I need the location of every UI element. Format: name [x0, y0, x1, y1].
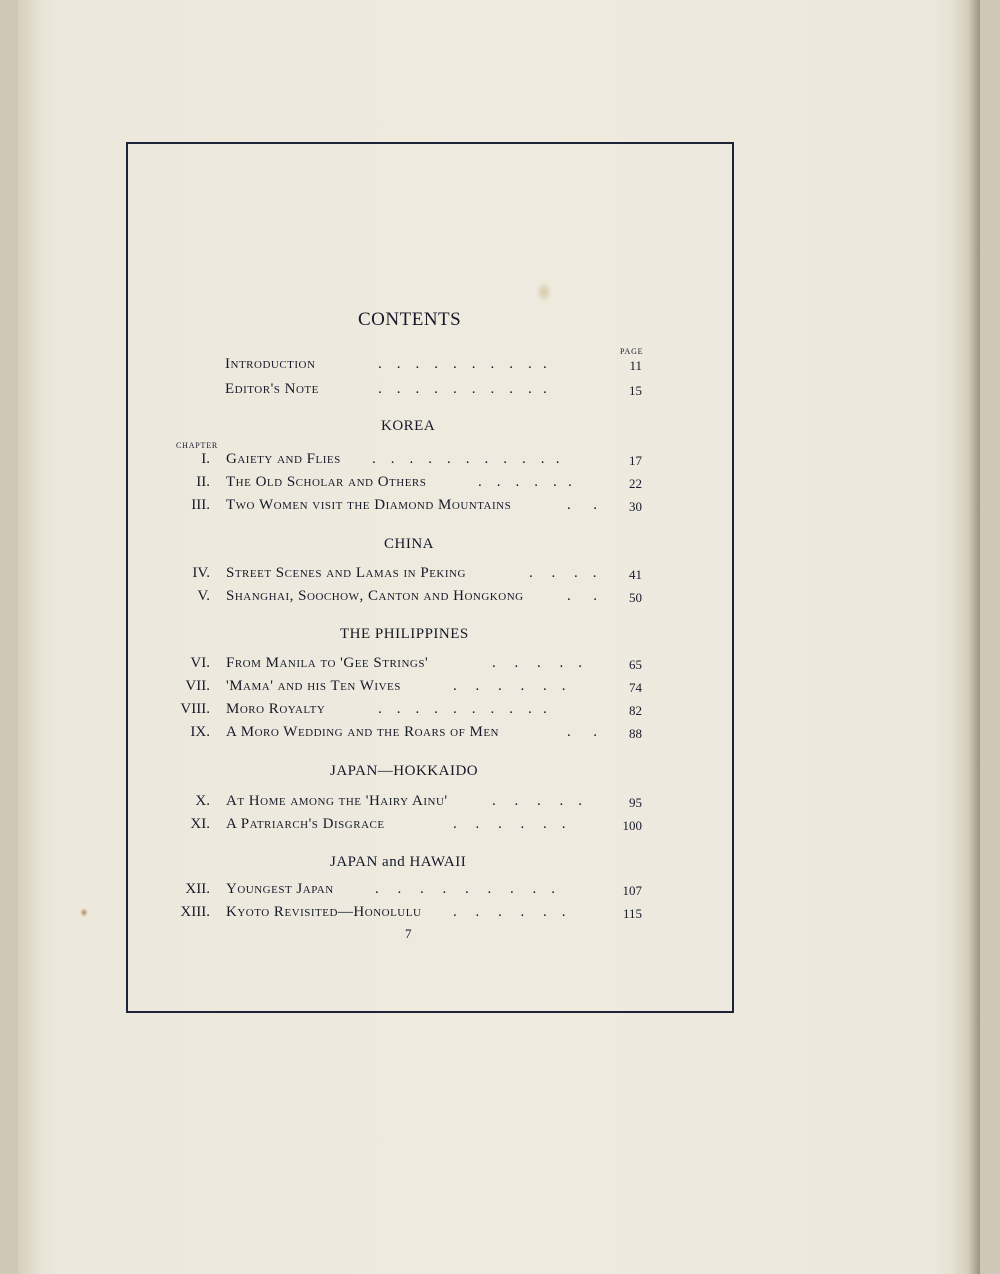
- chapter-title: Street Scenes and Lamas in Peking: [226, 565, 466, 581]
- chapter-number: XIII.: [180, 904, 210, 920]
- leader-dots: . . . . . .: [453, 904, 566, 920]
- chapter-number: X.: [195, 793, 210, 809]
- leader-dots: . . . . . . . . . .: [378, 701, 547, 717]
- toc-page-number: 95: [629, 795, 642, 810]
- chapter-title: A Patriarch's Disgrace: [226, 816, 385, 832]
- section-heading-korea: KOREA: [381, 418, 436, 434]
- chapter-number: IV.: [192, 565, 210, 581]
- section-heading-china: CHINA: [384, 536, 434, 552]
- chapter-title: Gaiety and Flies: [226, 451, 341, 467]
- chapter-number: VII.: [185, 678, 210, 694]
- contents-title: CONTENTS: [358, 309, 462, 330]
- chapter-number: IX.: [190, 724, 210, 740]
- toc-page-number: 50: [629, 590, 642, 605]
- toc-entry-introduction: Introduction: [225, 356, 316, 372]
- toc-page-number: 88: [629, 726, 642, 741]
- chapter-number: I.: [201, 451, 210, 467]
- chapter-number: XII.: [185, 881, 210, 897]
- toc-entry-editors-note: Editor's Note: [225, 381, 319, 397]
- chapter-title: At Home among the 'Hairy Ainu': [226, 793, 448, 809]
- leader-dots: . . . . . .: [453, 816, 566, 832]
- chapter-title: Youngest Japan: [226, 881, 334, 897]
- leader-dots: . . . . . . . . . .: [378, 356, 547, 372]
- toc-page-number: 41: [629, 567, 642, 582]
- toc-page-number: 115: [622, 906, 642, 921]
- leader-dots: . . . . . . . . .: [375, 881, 555, 897]
- chapter-number: II.: [196, 474, 210, 490]
- toc-page-number: 17: [629, 453, 642, 468]
- chapter-title: Two Women visit the Diamond Mountains: [226, 497, 512, 513]
- leader-dots: . . . . . . . . . . .: [372, 451, 560, 467]
- chapter-number: V.: [197, 588, 210, 604]
- foxing-stain: [80, 908, 88, 917]
- page-folio-number: 7: [405, 926, 412, 941]
- leader-dots: . . . . . .: [453, 678, 566, 694]
- chapter-title: From Manila to 'Gee Strings': [226, 655, 429, 671]
- leader-dots: . .: [567, 588, 597, 604]
- toc-page-number: 22: [629, 476, 642, 491]
- leader-dots: . . . . .: [492, 793, 582, 809]
- toc-page-number: 82: [629, 703, 642, 718]
- chapter-number: XI.: [190, 816, 210, 832]
- leader-dots: . .: [567, 724, 597, 740]
- chapter-number: VI.: [190, 655, 210, 671]
- chapter-number: III.: [191, 497, 210, 513]
- section-heading-philippines: THE PHILIPPINES: [340, 626, 469, 642]
- toc-page-number: 30: [629, 499, 642, 514]
- page-gutter: [18, 0, 40, 1274]
- leader-dots: . . . . . . . . . .: [378, 381, 547, 397]
- toc-page-number: 100: [622, 818, 642, 833]
- chapter-title: A Moro Wedding and the Roars of Men: [226, 724, 499, 740]
- chapter-title: Moro Royalty: [226, 701, 326, 717]
- toc-page-number: 107: [622, 883, 642, 898]
- page-edge: [950, 0, 980, 1274]
- leader-dots: . . . . . .: [478, 474, 572, 490]
- chapter-title: 'Mama' and his Ten Wives: [226, 678, 401, 694]
- section-heading-japan-hawaii: JAPAN and HAWAII: [330, 854, 467, 870]
- section-heading-japan-hokkaido: JAPAN—HOKKAIDO: [330, 763, 479, 779]
- chapter-number: VIII.: [180, 701, 210, 717]
- toc-page-number: 11: [629, 358, 642, 373]
- chapter-title: Shanghai, Soochow, Canton and Hongkong: [226, 588, 524, 604]
- leader-dots: . . . .: [529, 565, 597, 581]
- chapter-title: The Old Scholar and Others: [226, 474, 427, 490]
- toc-page-number: 65: [629, 657, 642, 672]
- leader-dots: . .: [567, 497, 597, 513]
- chapter-column-heading: CHAPTER: [176, 441, 219, 450]
- page-column-heading: PAGE: [620, 347, 644, 356]
- toc-page-number: 74: [629, 680, 642, 695]
- chapter-title: Kyoto Revisited—Honolulu: [226, 904, 422, 920]
- leader-dots: . . . . .: [492, 655, 582, 671]
- toc-page-number: 15: [629, 383, 642, 398]
